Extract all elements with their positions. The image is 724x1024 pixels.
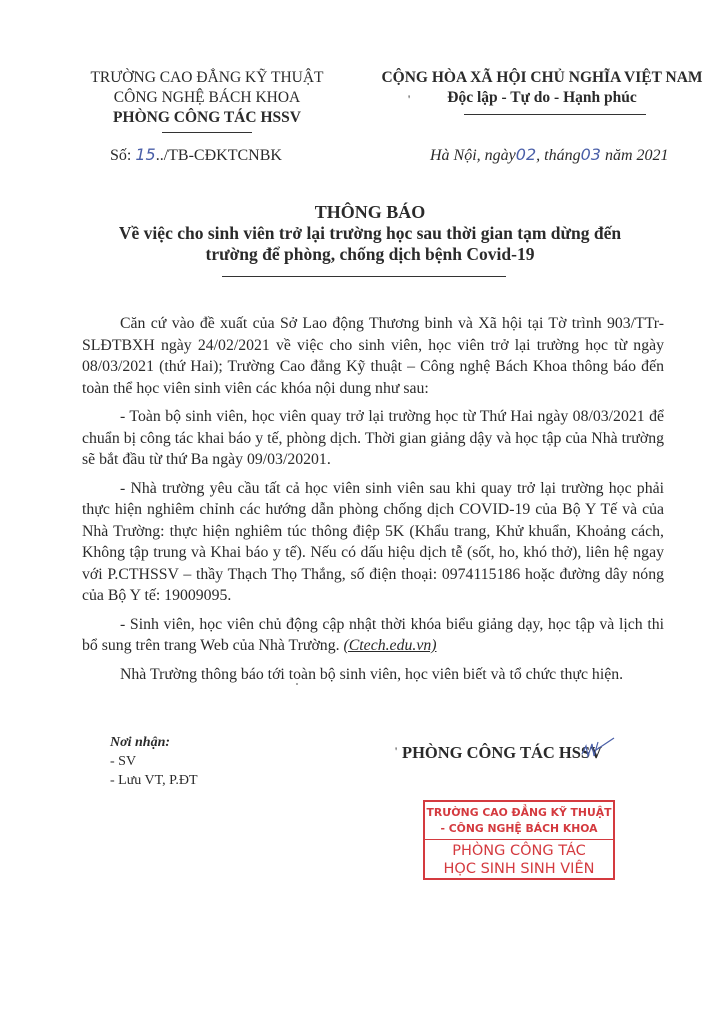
body-paragraph-text: - Sinh viên, học viên chủ động cập nhật thời khóa biểu giảng dạy, học tập và lịch thi bổ sung trên trang Web của Nhà Trường. xyxy=(82,615,664,654)
official-stamp xyxy=(423,800,615,880)
recipient-item: - Lưu VT, P.ĐT xyxy=(110,773,198,788)
handwritten-day: 02 xyxy=(515,145,537,164)
recipients-label: Nơi nhận: xyxy=(110,735,171,750)
title-underline xyxy=(222,276,506,277)
body-paragraph-with-link xyxy=(82,614,664,657)
body-paragraph: Căn cứ vào đề xuất của Sở Lao động Thương binh và Xã hội tại Tờ trình 903/TTr-SLĐTBXH ngày 24/02/2021 về việc cho sinh viên, học viên trở lại trường học từ ngày 08/03/2021 (thứ Hai); Trường Cao đẳng Kỹ thuật – Công nghệ Bách Khoa thông báo đến toàn thể học viên sinh viên các khóa nội dung như sau: xyxy=(82,315,664,397)
issuer-line-2: CÔNG NGHỆ BÁCH KHOA xyxy=(113,89,301,106)
date-line xyxy=(430,145,669,165)
notice-title-block xyxy=(60,202,680,265)
issuer-department: PHÒNG CÔNG TÁC HSSV xyxy=(113,109,301,126)
recipients-block xyxy=(110,733,198,790)
reference-prefix: Số: xyxy=(110,147,136,164)
recipient-item: - SV xyxy=(110,754,137,769)
handwritten-month: 03 xyxy=(580,145,601,164)
signature-title-text: PHÒNG CÔNG TÁC HSSV xyxy=(402,743,603,762)
stamp-line-1: TRƯỜNG CAO ĐẲNG KỸ THUẬT xyxy=(426,806,612,819)
scan-speck xyxy=(296,683,298,685)
national-motto: Độc lập - Tự do - Hạnh phúc xyxy=(447,89,637,106)
stray-mark: ' xyxy=(395,744,398,758)
date-place: Hà Nội, ngày xyxy=(430,147,516,164)
notice-subtitle: Về việc cho sinh viên trở lại trường học sau thời gian tạm dừng đến trường để phòng, chống dịch bệnh Covid-19 xyxy=(118,223,622,264)
date-year-label: năm 2021 xyxy=(600,147,669,164)
website-link[interactable]: (Ctech.edu.vn) xyxy=(343,637,437,654)
national-motto-block xyxy=(372,68,712,108)
motto-underline xyxy=(464,114,646,115)
stamp-bottom xyxy=(425,840,613,878)
signature-scribble-icon xyxy=(580,736,616,762)
handwritten-number: 15 xyxy=(135,145,156,164)
body-paragraph: - Toàn bộ sinh viên, học viên quay trở lại trường học từ Thứ Hai ngày 08/03/2021 để chuẩn bị công tác khai báo y tế, phòng dịch. Thời gian giảng dậy và học tập của Nhà trường sẽ bắt đầu từ thứ Ba ngày 09/03/20201. xyxy=(82,408,664,468)
stamp-line-2: - CÔNG NGHỆ BÁCH KHOA xyxy=(440,822,598,835)
stamp-line-3: PHÒNG CÔNG TÁC xyxy=(452,843,586,859)
notice-body xyxy=(82,313,664,692)
body-paragraph: - Nhà trường yêu cầu tất cả học viên sinh viên sau khi quay trở lại trường học phải thực hiện nghiêm chỉnh các hướng dẫn phòng chống dịch COVID-19 của Bộ Y Tế và của Nhà Trường: thực hiện nghiêm túc thông điệp 5K (Khẩu trang, Khử khuẩn, Khoảng cách, Không tập trung và Khai báo y tế). Nếu có dấu hiệu dịch tễ (sốt, ho, khó thở), liên hệ ngay với P.CTHSSV – thầy Thạch Thọ Thắng, số điện thoại: 0974115186 hoặc đường dây nóng của Bộ Y tế: 19009095. xyxy=(82,479,664,604)
stamp-line-4: HỌC SINH SINH VIÊN xyxy=(443,861,595,877)
closing-paragraph: Nhà Trường thông báo tới toàn bộ sinh viên, học viên biết và tổ chức thực hiện. xyxy=(120,665,624,683)
issuer-underline xyxy=(162,132,252,133)
stray-mark: ' xyxy=(408,92,411,106)
signature-title xyxy=(402,743,602,763)
issuer-line-1: TRƯỜNG CAO ĐẲNG KỸ THUẬT xyxy=(90,69,324,86)
stamp-top xyxy=(425,802,613,840)
notice-title: THÔNG BÁO xyxy=(314,202,426,222)
date-month-label: , tháng xyxy=(536,147,581,164)
issuer-block xyxy=(62,68,352,128)
national-title: CỘNG HÒA XÃ HỘI CHỦ NGHĨA VIỆT NAM xyxy=(381,69,703,86)
reference-number xyxy=(110,145,282,165)
reference-suffix: ../TB-CĐKTCNBK xyxy=(155,147,282,164)
